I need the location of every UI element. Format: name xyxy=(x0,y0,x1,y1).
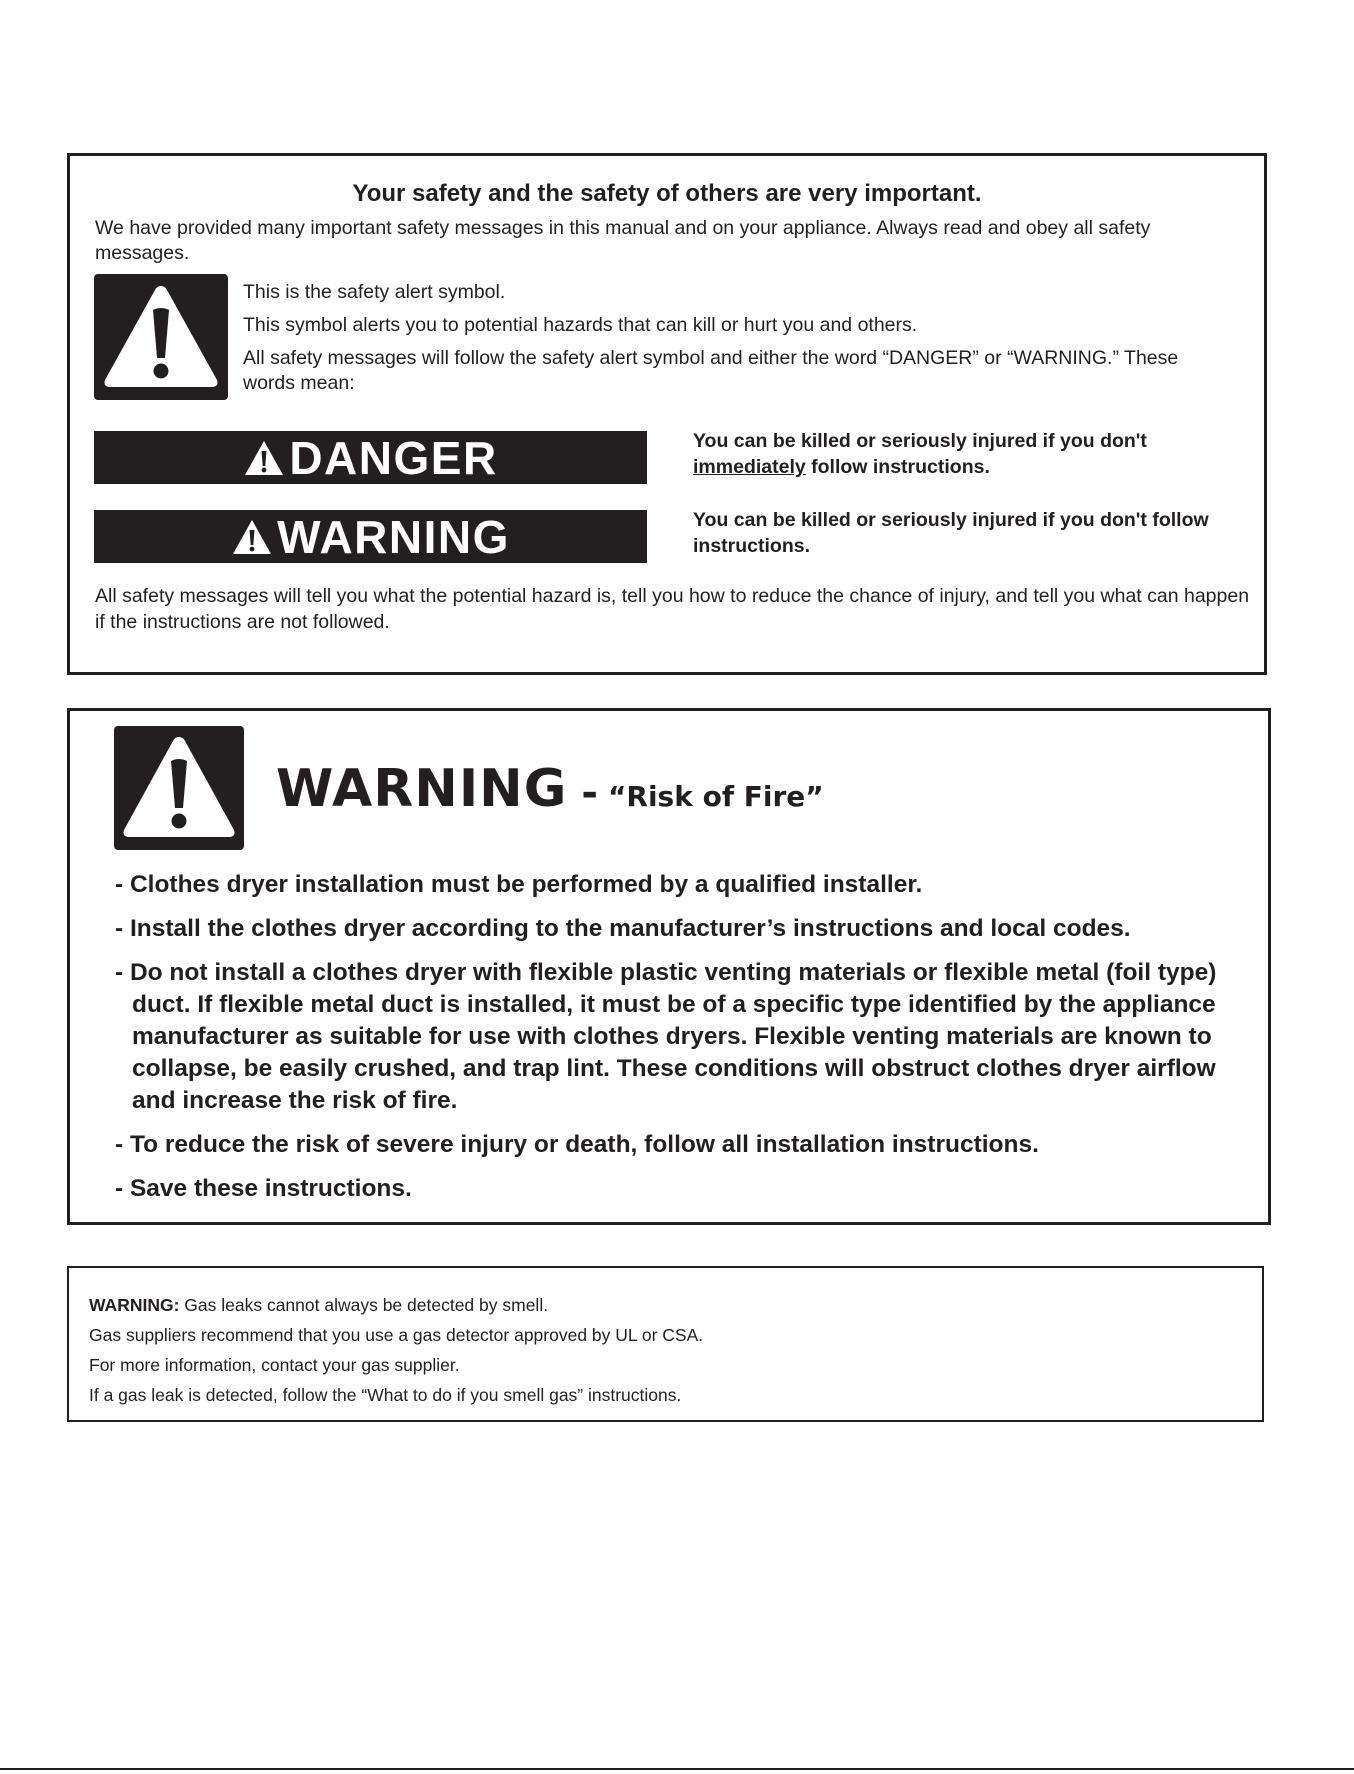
danger-meaning xyxy=(693,428,1253,480)
safety-outro-text: All safety messages will tell you what the potential hazard is, tell you how to reduce the chance of injury, and tell you what can happen if the instructions are not followed. xyxy=(95,585,1250,633)
danger-signal-bar xyxy=(94,431,647,484)
danger-label: DANGER xyxy=(289,431,498,484)
gas-line: Gas suppliers recommend that you use a gas detector approved by UL or CSA. xyxy=(89,1325,704,1345)
safety-alert-triangle-icon xyxy=(114,726,244,850)
danger-text-part: follow instructions. xyxy=(805,456,990,478)
gas-line xyxy=(89,1290,1239,1320)
fire-instructions-list xyxy=(115,869,1255,1217)
warning-label: WARNING xyxy=(277,510,510,563)
fire-heading-subtitle: “Risk of Fire” xyxy=(607,780,824,813)
gas-line: For more information, contact your gas supplier. xyxy=(89,1355,460,1375)
risk-of-fire-box xyxy=(67,708,1271,1225)
gas-leak-warning-box xyxy=(67,1266,1264,1422)
list-item: - Clothes dryer installation must be performed by a qualified installer. xyxy=(115,871,923,898)
fire-warning-word: WARNING xyxy=(276,759,568,819)
warning-signal-bar xyxy=(94,510,647,563)
gas-warning-label: WARNING: xyxy=(89,1295,180,1315)
page-bottom-rule xyxy=(0,1768,1354,1770)
list-item: - Install the clothes dryer according to the manufacturer’s instructions and local codes. xyxy=(115,915,1131,942)
list-item: - Do not install a clothes dryer with flexible plastic venting materials or flexible metal (foil type) duct. If flexible metal duct is installed, it must be of a specific type identified by the appliance manufacturer as suitable for use with clothes dryers. Flexible venting materials are known to collapse, be easily crushed, and trap lint. These conditions will obstruct clothes dryer airflow and increase the risk of fire. xyxy=(115,959,1217,1114)
danger-text-underlined: immediately xyxy=(693,456,806,478)
alert-line: This is the safety alert symbol. xyxy=(243,281,506,303)
safety-intro-text: We have provided many important safety messages in this manual and on your appliance. Always read and obey all safety messages. xyxy=(95,217,1151,264)
gas-first-line: Gas leaks cannot always be detected by smell. xyxy=(179,1295,549,1315)
alert-symbol-description xyxy=(243,280,1223,404)
fire-warning-heading xyxy=(276,759,824,819)
fire-heading-dash: - xyxy=(581,770,598,816)
alert-triangle-icon xyxy=(231,518,273,556)
gas-warning-text xyxy=(89,1290,1239,1410)
warning-meaning: You can be killed or seriously injured if you don't follow instructions. xyxy=(693,509,1209,557)
safety-intro-box xyxy=(67,153,1267,675)
danger-text-part: You can be killed or seriously injured if you don't xyxy=(693,430,1147,452)
alert-triangle-icon xyxy=(243,439,285,477)
alert-line: All safety messages will follow the safety alert symbol and either the word “DANGER” or “WARNING.” These words mean: xyxy=(243,347,1179,394)
safety-title: Your safety and the safety of others are very important. xyxy=(352,180,982,207)
alert-line: This symbol alerts you to potential hazards that can kill or hurt you and others. xyxy=(243,314,918,336)
gas-line: If a gas leak is detected, follow the “What to do if you smell gas” instructions. xyxy=(89,1385,682,1405)
list-item: - Save these instructions. xyxy=(115,1175,412,1202)
list-item: - To reduce the risk of severe injury or death, follow all installation instructions. xyxy=(115,1131,1039,1158)
safety-alert-triangle-icon xyxy=(94,274,228,400)
